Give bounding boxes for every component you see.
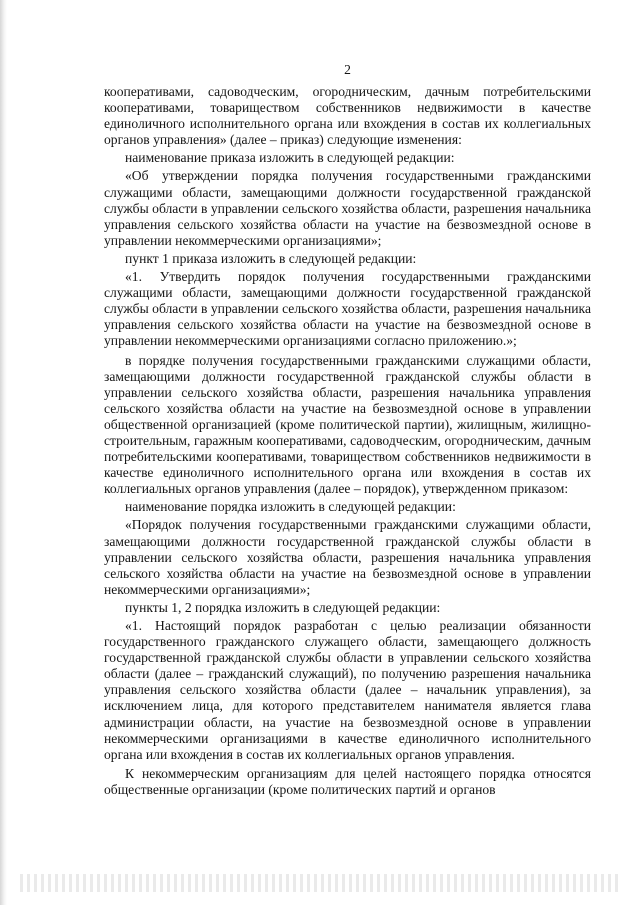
page-number: 2 [344, 62, 351, 77]
paragraph: «1. Настоящий порядок разработан с целью реализации обязанности государственного гражданского служащего области, замещающего должность государственной гражданской службы области в управлении сельского хозяйства области (далее – гражданский служащий), по получению разрешения начальника управления сельского хозяйства области (далее – начальник управления), за исключением лица, для которого представителем нанимателя является глава администрации области, на участие на безвозмездной основе в управлении некоммерческими организациями в качестве единоличного исполнительного органа или вхождения в состав их коллегиальных органов управления. [104, 618, 591, 762]
paragraph: «Порядок получения государственными гражданскими служащими области, замещающими должности государственной гражданской службы области в управлении сельского хозяйства области, разрешения начальника управления сельского хозяйства области на участие на безвозмездной основе в управлении некоммерческими организациями»; [104, 517, 591, 597]
paragraph: пункт 1 приказа изложить в следующей редакции: [125, 250, 417, 266]
document-page [104, 62, 591, 798]
paragraph: К некоммерческим организациям для целей настоящего порядка относятся общественные организации (кроме политических партий и органов [104, 765, 591, 797]
paragraph: наименование порядка изложить в следующей редакции: [125, 499, 456, 515]
paragraph: «Об утверждении порядка получения государственными гражданскими служащими области, замещающими должности государственной гражданской службы области в управлении сельского хозяйства области, разрешения начальника управления сельского хозяйства области на участие на безвозмездной основе в управлении некоммерческими организациями»; [104, 168, 591, 248]
paragraph: в порядке получения государственными гражданскими служащими области, замещающими должности государственной гражданской службы области в управлении сельского хозяйства области, разрешения начальника управления сельского хозяйства области на участие на безвозмездной основе в управлении общественной организацией (кроме политической партии), жилищным, жилищно-строительным, гаражным кооперативами, садоводческим, огородническим, дачным потребительскими кооперативами, товариществом собственников недвижимости в качестве единоличного исполнительного органа или вхождения в состав их коллегиальных органов управления (далее – порядок), утвержденном приказом: [104, 352, 591, 497]
paragraph: наименование приказа изложить в следующей редакции: [125, 150, 455, 166]
paragraph: кооперативами, садоводческим, огородническим, дачным потребительскими кооперативами, товариществом собственников недвижимости в качестве единоличного исполнительного органа или вхождения в состав их коллегиальных органов управления» (далее – приказ) следующие изменения: [104, 84, 591, 148]
scan-shadow-edge [0, 0, 7, 905]
paragraph: пункты 1, 2 порядка изложить в следующей редакции: [125, 599, 441, 615]
paragraph: «1. Утвердить порядок получения государственными гражданскими служащими области, замещающими должности государственной гражданской службы области в управлении сельского хозяйства области, разрешения начальника управления сельского хозяйства области на участие на безвозмездной основе в управлении некоммерческими организациями согласно приложению.»; [104, 269, 591, 349]
scan-noise-strip [20, 874, 620, 892]
